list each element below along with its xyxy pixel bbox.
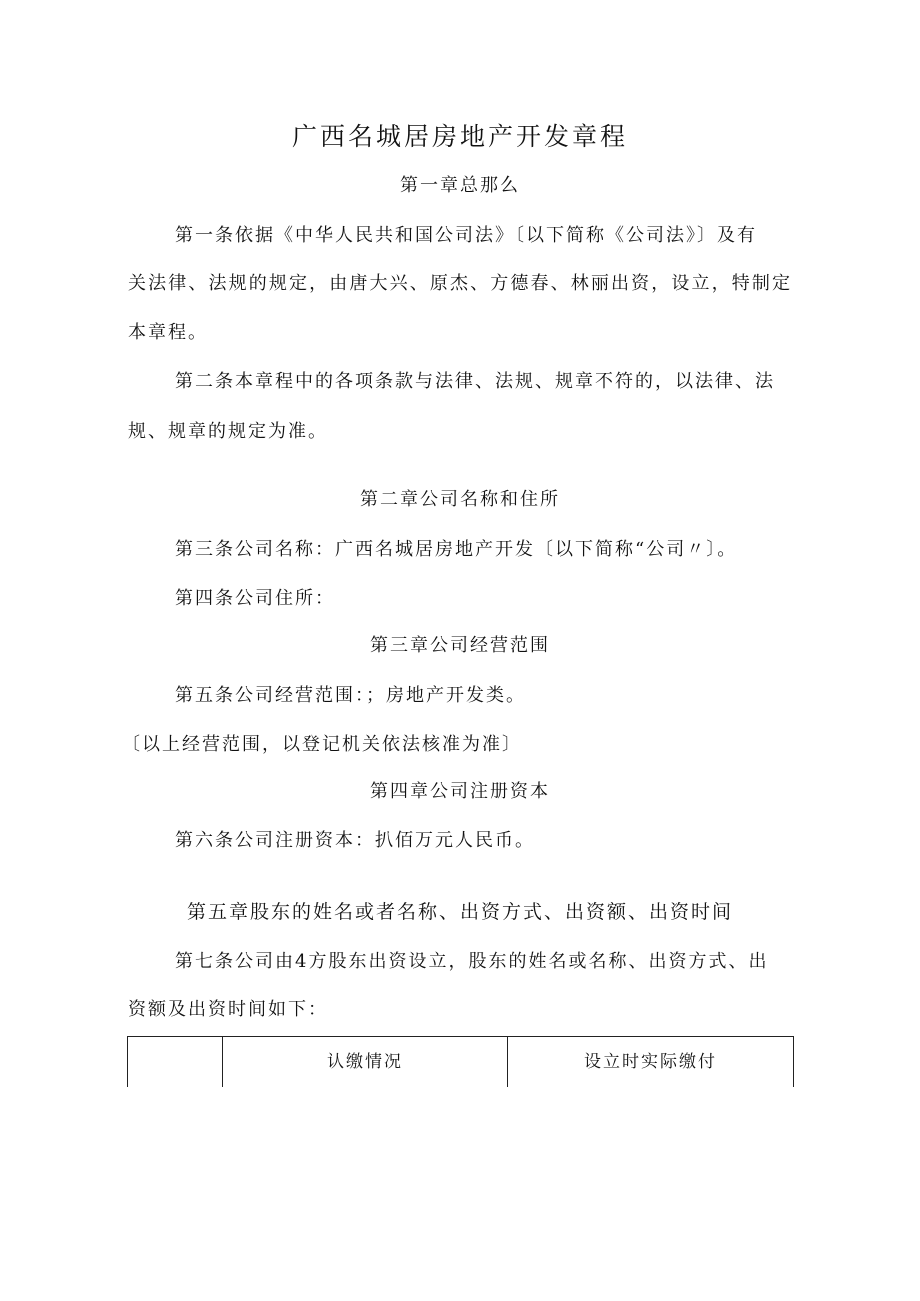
article-5: 第五条公司经营范围：；房地产开发类。: [175, 685, 526, 706]
scope-note: 〔以上经营范围，以登记机关依法核准为准〕: [122, 734, 522, 755]
article-1-line-3: 本章程。: [128, 322, 208, 343]
chapter-3-heading: 第三章公司经营范围: [370, 635, 550, 656]
chapter-2-heading: 第二章公司名称和住所: [360, 489, 560, 510]
table-header-subscribed: 认缴情况: [223, 1037, 508, 1087]
chapter-4-heading: 第四章公司注册资本: [370, 781, 550, 802]
article-4: 第四条公司住所：: [175, 588, 335, 609]
article-3: 第三条公司名称：广西名城居房地产开发〔以下简称“公司〃〕。: [175, 539, 738, 560]
article-6: 第六条公司注册资本：扒佰万元人民币。: [175, 830, 535, 851]
article-2-line-1: 第二条本章程中的各项条款与法律、法规、规章不符的，以法律、法: [175, 371, 775, 392]
table-header-blank-cell: [128, 1037, 223, 1087]
document-title: 广西名城居房地产开发章程: [291, 122, 628, 151]
chapter-1-heading: 第一章总那么: [400, 175, 520, 196]
article-2-line-2: 规、规章的规定为准。: [128, 421, 328, 442]
article-7-line-2: 资额及出资时间如下：: [128, 999, 328, 1020]
article-1-line-2: 关法律、法规的规定，由唐大兴、原杰、方德春、林丽出资，设立，特制定: [128, 273, 790, 294]
contribution-table: [127, 1036, 794, 1087]
article-7-line-1: 第七条公司由4方股东出资设立，股东的姓名或名称、出资方式、出: [175, 951, 769, 972]
article-1-line-1: 第一条依据《中华人民共和国公司法》〔以下简称《公司法》〕及有: [175, 225, 757, 246]
table-header-paid: 设立时实际缴付: [508, 1037, 794, 1087]
chapter-5-heading: 第五章股东的姓名或者名称、出资方式、出资额、出资时间: [186, 901, 733, 923]
